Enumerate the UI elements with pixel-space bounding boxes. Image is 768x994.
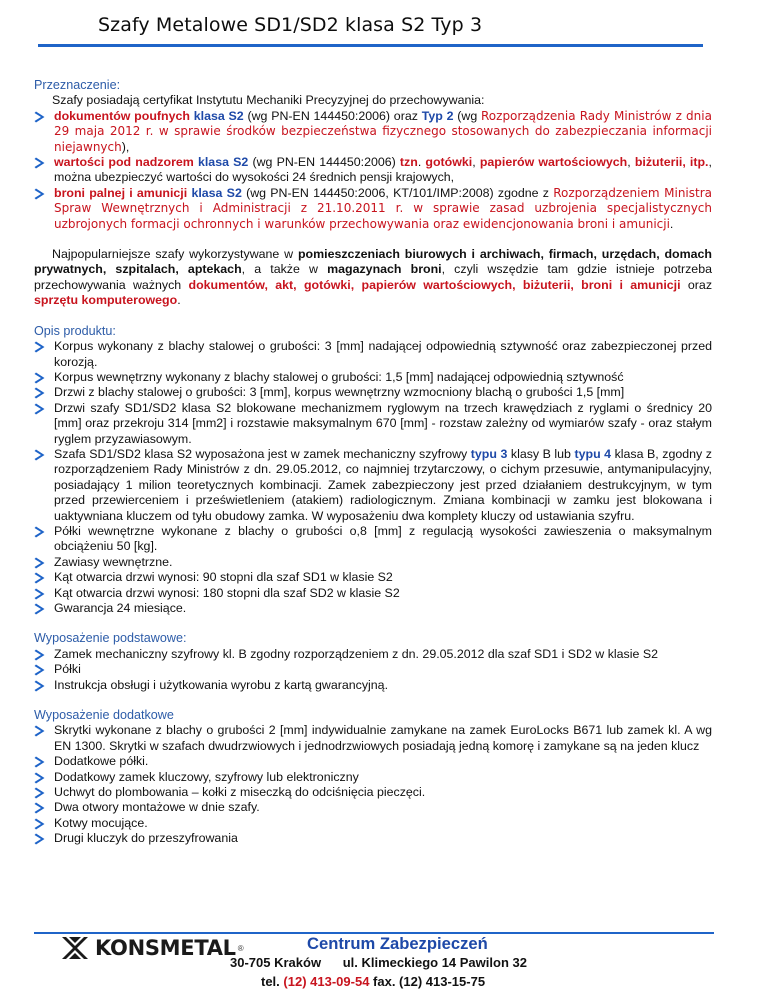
chevron-right-icon — [34, 603, 46, 615]
purpose-heading: Przeznaczenie: — [34, 78, 121, 92]
document-body — [34, 78, 712, 847]
list-item: Półki wewnętrzne wykonane z blachy o grubości o,8 [mm] z regulacją wysokości zawieszenia o maksymalnym obciążeniu 50 [kg]. — [34, 524, 712, 555]
standard-list — [34, 647, 712, 693]
chevron-right-icon — [34, 449, 46, 461]
chevron-right-icon — [34, 341, 46, 353]
chevron-right-icon — [34, 111, 46, 123]
chevron-right-icon — [34, 680, 46, 692]
list-item: Kotwy mocujące. — [34, 816, 712, 831]
purpose-item-documents: dokumentów poufnych klasa S2 (wg PN-EN 144450:2006) oraz Typ 2 (wg Rozporządzenia Rady Ministrów z dnia 29 maja 2012 r. w sprawie środków bezpieczeństwa fizycznego stosowanych do zabezpieczania informacji niejawnych), — [34, 109, 712, 155]
chevron-right-icon — [34, 372, 46, 384]
chevron-right-icon — [34, 572, 46, 584]
list-item: Drugi kluczyk do przeszyfrowania — [34, 831, 712, 846]
chevron-right-icon — [34, 387, 46, 399]
chevron-right-icon — [34, 756, 46, 768]
address: 30-705 Kraków ul. Klimeckiego 14 Pawilon 32 — [230, 955, 527, 970]
company-logo — [60, 933, 244, 963]
phone-number: (12) 413-09-54 — [283, 974, 370, 989]
contact-phones: tel. (12) 413-09-54 fax. (12) 413-15-75 — [261, 974, 486, 989]
chevron-right-icon — [34, 664, 46, 676]
chevron-right-icon — [34, 403, 46, 415]
list-item: Instrukcja obsługi i użytkowania wyrobu z kartą gwarancyjną. — [34, 678, 712, 693]
chevron-right-icon — [34, 833, 46, 845]
page-title: Szafy Metalowe SD1/SD2 klasa S2 Typ 3 — [98, 14, 483, 36]
chevron-right-icon — [34, 725, 46, 737]
chevron-right-icon — [34, 157, 46, 169]
extra-list — [34, 723, 712, 846]
center-name: Centrum Zabezpieczeń — [307, 934, 488, 953]
popular-paragraph: Najpopularniejsze szafy wykorzystywane w pomieszczeniach biurowych i archiwach, firmach, urzędach, domach prywatnych, szpitalach, aptekach, a także w magazynach broni, czyli wszędzie tam gdzie istnieje potrzeba przechowywania ważnych dokumentów, akt, gotówki, papierów wartościowych, biżuterii, broni i amunicji oraz sprzętu komputerowego. — [34, 247, 713, 308]
title-divider — [38, 44, 703, 47]
list-item: Dwa otwory montażowe w dnie szafy. — [34, 800, 712, 815]
chevron-right-icon — [34, 772, 46, 784]
description-list — [34, 339, 712, 616]
list-item: Zamek mechaniczny szyfrowy kl. B zgodny rozporządzeniem z dn. 29.05.2012 dla szaf SD1 i SD2 w klasie S2 — [34, 647, 712, 662]
list-item: Uchwyt do plombowania – kołki z miseczką do odciśnięcia pieczęci. — [34, 785, 712, 800]
extra-heading: Wyposażenie dodatkowe — [34, 708, 174, 723]
list-item: Gwarancja 24 miesiące. — [34, 601, 712, 616]
list-item: Korpus wewnętrzny wykonany z blachy stalowej o grubości: 1,5 [mm] nadającej odpowiednią sztywność — [34, 370, 712, 385]
list-item: Zawiasy wewnętrzne. — [34, 555, 712, 570]
logo-registered: ® — [237, 943, 244, 953]
list-item: Drzwi z blachy stalowej o grubości: 3 [mm], korpus wewnętrzny wzmocniony blachą o grubości 1,5 [mm] — [34, 385, 712, 400]
chevron-right-icon — [34, 802, 46, 814]
list-item: Drzwi szafy SD1/SD2 klasa S2 blokowane mechanizmem ryglowym na trzech krawędziach z ryglami o średnicy 20 [mm] oraz przekroju 314 [mm2] i rozstawie maksymalnym 670 [mm] - rozstaw zależny od wymiarów szafy - oraz stałym ryglem przyzawiasowym. — [34, 401, 712, 447]
description-heading: Opis produktu: — [34, 323, 116, 338]
list-item: Dodatkowy zamek kluczowy, szyfrowy lub elektroniczny — [34, 770, 712, 785]
list-item: Kąt otwarcia drzwi wynosi: 180 stopni dla szaf SD2 w klasie S2 — [34, 586, 712, 601]
konsmetal-logo-icon — [60, 933, 90, 963]
purpose-list — [34, 109, 712, 232]
purpose-item-weapons: broni palnej i amunicji klasa S2 (wg PN-EN 144450:2006, KT/101/IMP:2008) zgodne z Rozporządzeniem Ministra Spraw Wewnętrznych i Administracji z 21.10.2011 r. w sprawie zasad uzbrojenia specjalistycznych uzbrojonych formacji ochronnych i warunków przechowywania oraz ewidencjonowania broni i amunicji. — [34, 186, 712, 232]
chevron-right-icon — [34, 787, 46, 799]
chevron-right-icon — [34, 649, 46, 661]
purpose-intro: Szafy posiadają certyfikat Instytutu Mechaniki Precyzyjnej do przechowywania: — [52, 93, 485, 108]
list-item: Dodatkowe półki. — [34, 754, 712, 769]
chevron-right-icon — [34, 188, 46, 200]
standard-heading: Wyposażenie podstawowe: — [34, 631, 187, 646]
list-item: Korpus wykonany z blachy stalowej o grubości: 3 [mm] nadającej odpowiednią sztywność oraz zabezpieczonej przed korozją. — [34, 339, 712, 370]
logo-text: KONSMETAL — [95, 936, 236, 960]
purpose-item-values: wartości pod nadzorem klasa S2 (wg PN-EN 144450:2006) tzn. gotówki, papierów wartościowych, biżuterii, itp., można ubezpieczyć wartości do wysokości 24 średnich pensji krajowych, — [34, 155, 712, 186]
chevron-right-icon — [34, 557, 46, 569]
chevron-right-icon — [34, 818, 46, 830]
list-item: Kąt otwarcia drzwi wynosi: 90 stopni dla szaf SD1 w klasie S2 — [34, 570, 712, 585]
list-item: Półki — [34, 662, 712, 677]
chevron-right-icon — [34, 588, 46, 600]
chevron-right-icon — [34, 526, 46, 538]
list-item: Skrytki wykonane z blachy o grubości 2 [mm] indywidualnie zamykane na zamek EuroLocks B671 lub zamek kl. A wg EN 1300. Skrytki w szafach dwudrzwiowych i jednodrzwiowych posiadają jedną komorę i zamykane są na jeden klucz — [34, 723, 712, 754]
list-item: Szafa SD1/SD2 klasa S2 wyposażona jest w zamek mechaniczny szyfrowy typu 3 klasy B lub typu 4 klasa B, zgodny z rozporządzeniem Rady Ministrów z dn. 29.05.2012, co najmniej trzytarczowy, o cichym przesuwie, antymanipulacyjny, posiadający 1 milion teoretycznych kombinacji. Zamek zabezpieczony jest przed działaniem destrukcyjnym, w tym przed przewierceniem i prześwietleniem (atakiem) radiologicznym. Zmiana kombinacji w zamku jest blokowana i uaktywniana kluczem od tyłu obudowy zamka. W wyposażeniu dwa komplety kluczy od ustawiania szyfru. — [34, 447, 712, 524]
